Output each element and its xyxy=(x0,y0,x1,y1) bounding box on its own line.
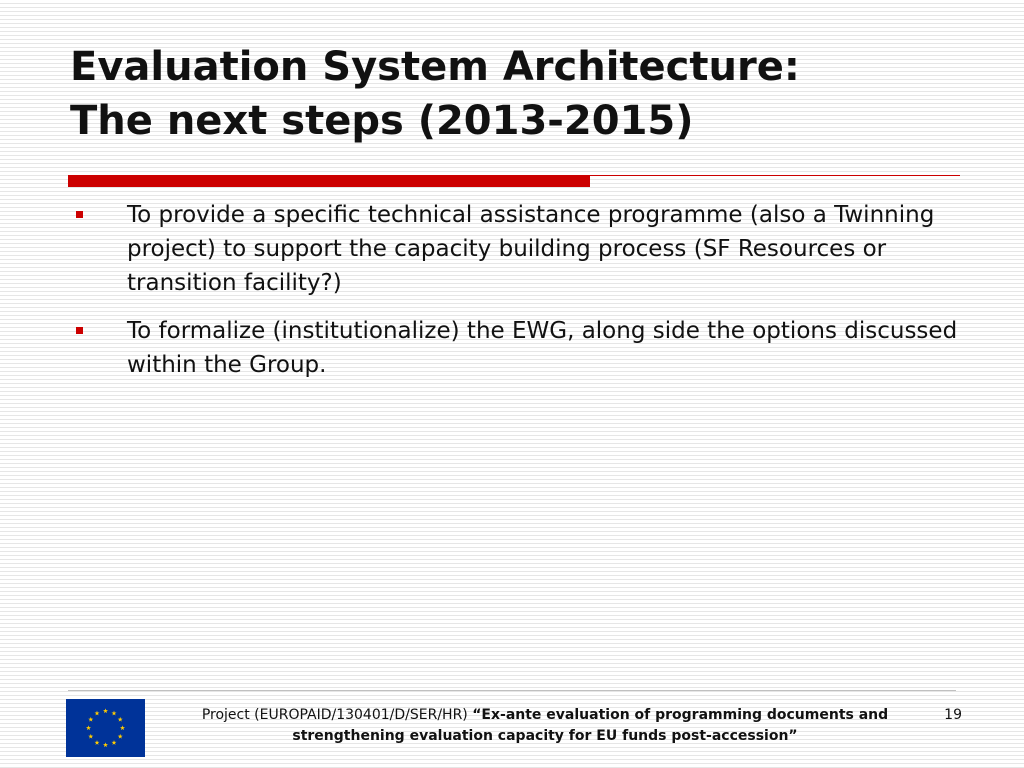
bullet-text: To provide a specific technical assistance programme (also a Twinning project) to support the capacity building process (SF Resources or transition facility?) xyxy=(127,202,935,296)
title-divider-thin xyxy=(590,175,960,176)
footer-project-title: “Ex-ante evaluation of programming documents and strengthening evaluation capacity for EU funds post-accession” xyxy=(292,707,889,744)
square-bullet-icon xyxy=(76,327,83,334)
title-divider-thick xyxy=(68,175,590,187)
slide-title xyxy=(70,40,970,148)
slide-title-line-2: The next steps (2013-2015) xyxy=(70,98,694,144)
page-number: 19 xyxy=(944,707,962,723)
footer-project-code: Project (EUROPAID/130401/D/SER/HR) xyxy=(201,707,473,723)
bullet-list xyxy=(70,198,970,396)
bullet-text: To formalize (institutionalize) the EWG, along side the options discussed within the Group. xyxy=(127,318,958,378)
footer-text xyxy=(155,705,935,747)
eu-flag-icon xyxy=(66,699,145,757)
square-bullet-icon xyxy=(76,211,83,218)
slide-title-line-1: Evaluation System Architecture: xyxy=(70,44,800,90)
bullet-item xyxy=(70,314,970,382)
bullet-item xyxy=(70,198,970,300)
footer-divider xyxy=(68,690,956,691)
